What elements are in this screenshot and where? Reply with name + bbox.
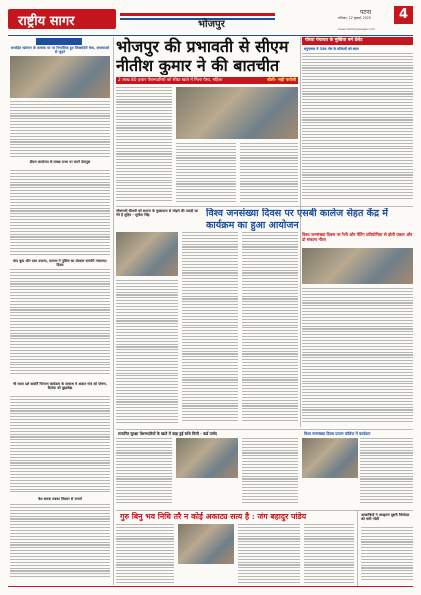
second-story-text-1 xyxy=(182,232,238,428)
right-top-story xyxy=(302,37,413,205)
brief-label-box xyxy=(36,38,82,45)
left-section-head-3: भी माला दर्श बावर्ति चिनरण कार्यक्रम के सम्बन्ध मे अज्ञात गांव को पोषण, दिनांक को बुझवोडा xyxy=(12,382,108,391)
right-top-text-lines xyxy=(302,53,413,200)
lead-story xyxy=(116,37,298,205)
left-section-lines-3 xyxy=(10,396,110,494)
right-top-text xyxy=(302,53,413,205)
paper-name: राष्ट्रीय सागर xyxy=(18,14,75,29)
bottom-row-rule xyxy=(116,429,413,430)
right-top-headline: पोरवा पंचायत के मुखिया बने डेलेट xyxy=(305,38,363,43)
lead-subline-b: बोली- सही फरोशी xyxy=(267,78,296,83)
lead-photo xyxy=(176,87,298,139)
bottom-mid-text xyxy=(242,438,298,508)
second-story-text-2 xyxy=(242,232,298,428)
bottom-right-head: विश्व जनसंख्या दिवस प्रमाण कॉलेज में कार्यक्रम xyxy=(304,431,371,436)
brief-text xyxy=(10,101,110,159)
brief-headline: समाहित खोलान के कमांक पर पर निर्णायिक हुए सिस्सोदेरी मेवा, समस्याओं से जुड़ने xyxy=(10,46,110,55)
right-bottom-story xyxy=(357,511,413,586)
mid-rule xyxy=(116,206,413,207)
left-section-lines-1 xyxy=(10,170,110,257)
lead-subline-bar xyxy=(116,77,298,84)
mid-text-left xyxy=(116,280,178,428)
bottom-right-photo xyxy=(302,438,358,478)
bottom-right-text-lines xyxy=(360,438,413,504)
bottom-mid-photo xyxy=(176,438,238,478)
left-section-text-1 xyxy=(10,170,110,258)
bottom-story-photo xyxy=(178,524,234,564)
left-section-text-3 xyxy=(10,396,110,496)
left-section-head-1: डीएम कार्यालय से लाखा वन्ध्य पर करने देवानुस xyxy=(29,160,91,164)
right-bottom-text-lines xyxy=(361,527,413,582)
left-section-head-4: वैश समवा तबका विस्तार से लगायें xyxy=(38,497,82,501)
page-number-box xyxy=(394,6,413,24)
right-mid-photo xyxy=(302,248,413,284)
masthead-rule xyxy=(8,35,413,36)
bottom-left-head: समागित सुरक्षा पेंशनधारियों के खाते में कहा हुई राशि मिली - वार्ड पार्षद xyxy=(118,431,217,436)
right-bottom-text xyxy=(361,527,413,585)
right-bottom-headline: अपराधियों ने अपहरण दूसरी जिलेदार को मारी गोली xyxy=(361,513,410,522)
bottom-left-text xyxy=(116,438,172,508)
lead-text-col-3 xyxy=(240,143,298,205)
second-story-headline: विश्व जनसंख्या दिवस पर एसबी कालेज सेहत केंद्र में कार्यक्रम का हुआ आयोजन xyxy=(206,208,388,231)
bottom-story-headline: गुरु बिनु भव निधि तरै न कोई अकाट्य सत्य है : जंग बहादुर पांडेय xyxy=(120,512,307,521)
right-top-headline-box xyxy=(302,37,413,45)
bottom-story-lines-2 xyxy=(238,524,300,585)
brief-text-lines xyxy=(10,101,110,159)
right-mid-story xyxy=(302,232,413,428)
bottom-story-text-2 xyxy=(238,524,300,586)
bottom-mid-text-lines xyxy=(242,438,298,504)
section-title: भोजपुर xyxy=(198,19,225,30)
mid-caption: भीषणजी बीमारी को समाज के मुख्यधारा से जोड़ने की याददी का नेते है मुहिम - सुनीता सिंह xyxy=(116,209,199,218)
right-mid-headline: विश्व जनसंख्या दिवस पर रैली और पेंटिंग प्रतियोगिता से होती प्रकार और दो संकल्प नीला xyxy=(302,232,413,242)
lead-headline: भोजपुर की प्रभावती से सीएम नीतीश कुमार ने की बातचीत xyxy=(116,37,289,75)
bottom-story-text-3 xyxy=(304,524,354,586)
masthead xyxy=(8,6,413,36)
lead-text-lines-1 xyxy=(116,87,172,203)
right-top-subline: बनुंगलाल में 356 नोट के प्रतिदारी को स्माट xyxy=(304,47,359,51)
lead-text-lines-3 xyxy=(240,143,298,204)
website-label: www.rashtriyasagar.com xyxy=(338,27,375,31)
left-section-head-2: चांद बूधा और प्राण उपाध्य, सतरण ने पुलिस का संरक्षण बनायेंगे नरसमथ/दिवस xyxy=(13,259,107,268)
second-story-lines-2 xyxy=(242,232,298,423)
right-mid-text xyxy=(302,288,413,428)
bottom-story-lines-1 xyxy=(116,524,174,585)
lead-text-col-1 xyxy=(116,87,172,205)
lead-text-lines-2 xyxy=(176,143,236,204)
mid-photo-left xyxy=(116,232,178,276)
bottom-left-text-lines xyxy=(116,438,172,504)
right-mid-text-lines xyxy=(302,288,413,424)
brief-photo xyxy=(10,56,110,98)
left-section-text-2 xyxy=(10,269,110,379)
bottom-right-text xyxy=(360,438,413,508)
left-section-text-4 xyxy=(10,504,110,582)
bottom-story-lines-3 xyxy=(304,524,354,585)
left-column xyxy=(8,37,112,585)
city-label: पटना xyxy=(360,9,372,16)
left-section-lines-2 xyxy=(10,269,110,376)
left-section-lines-4 xyxy=(10,504,110,579)
left-column-rule xyxy=(113,37,114,585)
footer xyxy=(8,586,413,594)
lead-text-col-2 xyxy=(176,143,236,205)
bottom-story-text-1 xyxy=(116,524,174,586)
second-story-lines-1 xyxy=(182,232,238,423)
date-label: शनिवार, 12 जुलाई, 2025 xyxy=(338,16,371,20)
lead-subline-a: 2 लाख 80 हजार पेंशनधारियों को सीधा खाते में मिला पैसा, महिला xyxy=(118,78,223,83)
paper-name-box xyxy=(8,9,116,29)
right-column-rule xyxy=(300,37,301,427)
mid-text-left-lines xyxy=(116,280,178,425)
page-number: 4 xyxy=(399,7,409,22)
